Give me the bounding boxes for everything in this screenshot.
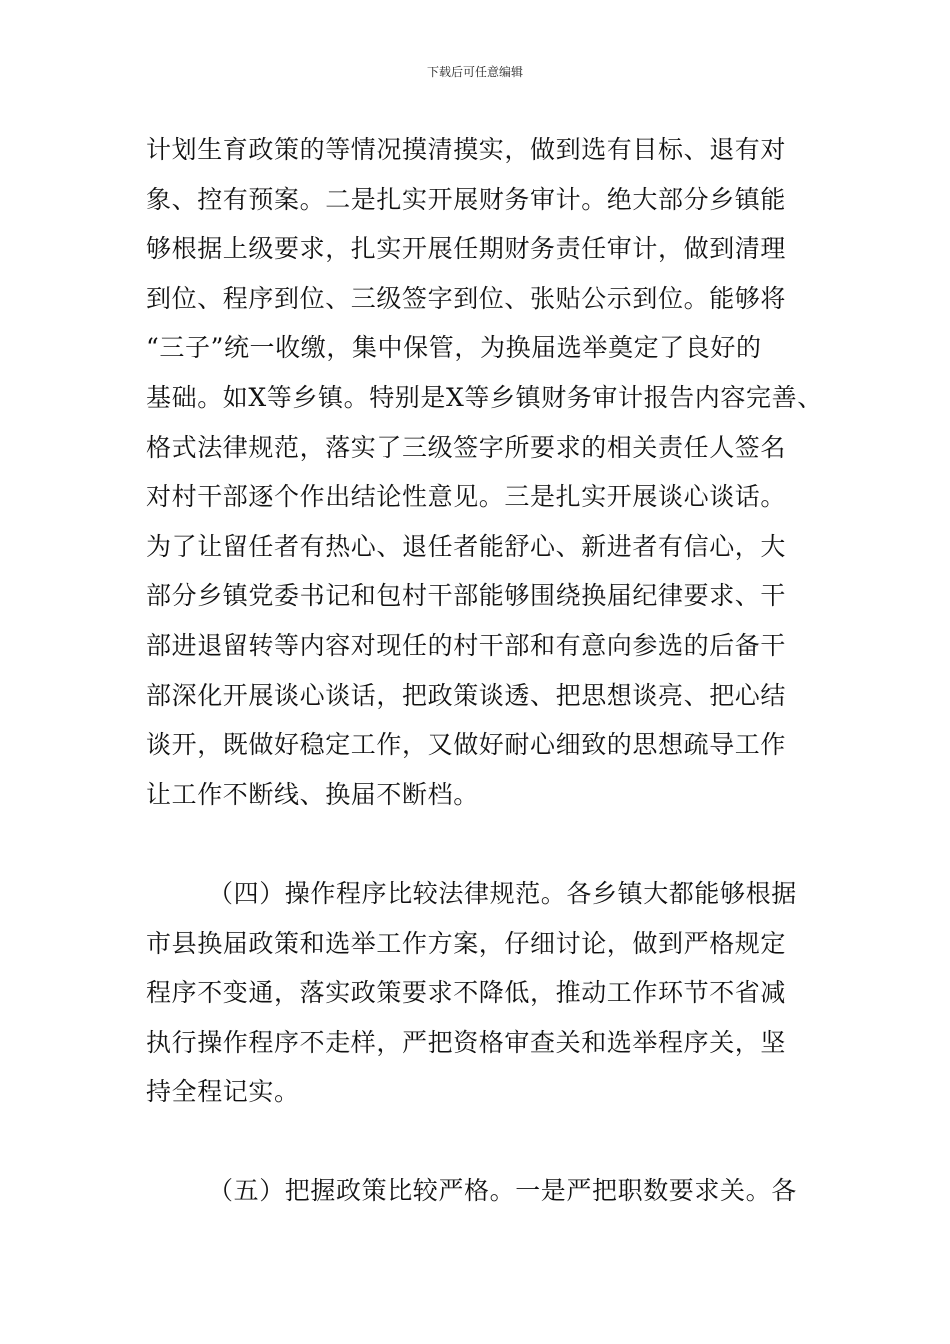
text-line: 市县换届政策和选举工作方案，仔细讨论，做到严格规定 bbox=[146, 928, 787, 958]
text-line: 执行操作程序不走样，严把资格审查关和选举程序关，坚 bbox=[146, 1027, 787, 1057]
text-line: 让工作不断线、换届不断档。 bbox=[146, 779, 479, 809]
text-line: 计划生育政策的等情况摸清摸实，做到选有目标、退有对 bbox=[146, 135, 787, 164]
text-line: 基础。如X等乡镇。特别是X等乡镇财务审计报告内容完善、 bbox=[146, 382, 823, 412]
text-line: 够根据上级要求，扎实开展任期财务责任审计，做到清理 bbox=[146, 234, 787, 264]
body-text bbox=[146, 125, 823, 1216]
text-line: 部深化开展谈心谈话，把政策谈透、把思想谈亮、把心结 bbox=[146, 680, 787, 710]
text-line: 象、控有预案。二是扎实开展财务审计。绝大部分乡镇能 bbox=[146, 184, 787, 214]
text-line: 持全程记实。 bbox=[146, 1077, 300, 1107]
text-line: 到位、程序到位、三级签字到位、张贴公示到位。能够将 bbox=[146, 283, 787, 313]
text-line: 部进退留转等内容对现任的村干部和有意向参选的后备干 bbox=[146, 630, 787, 660]
text-line-indented: （四）操作程序比较法律规范。各乡镇大都能够根据 bbox=[208, 878, 797, 908]
text-line: “三子”统一收缴，集中保管，为换届选举奠定了良好的 bbox=[146, 333, 762, 363]
text-line: 谈开，既做好稳定工作，又做好耐心细致的思想疏导工作 bbox=[146, 730, 787, 760]
text-line: 格式法律规范，落实了三级签字所要求的相关责任人签名 bbox=[146, 432, 787, 462]
paragraph-1 bbox=[146, 125, 823, 819]
text-line: 为了让留任者有热心、退任者能舒心、新进者有信心，大 bbox=[146, 531, 787, 561]
text-line: 对村干部逐个作出结论性意见。三是扎实开展谈心谈话。 bbox=[146, 482, 787, 512]
text-line-indented: （五）把握政策比较严格。一是严把职数要求关。各 bbox=[208, 1176, 797, 1206]
paragraph-gap bbox=[146, 819, 816, 869]
text-line: 部分乡镇党委书记和包村干部能够围绕换届纪律要求、干 bbox=[146, 581, 787, 611]
paragraph-3 bbox=[146, 1166, 816, 1216]
text-line: 程序不变通，落实政策要求不降低，推动工作环节不省减 bbox=[146, 978, 787, 1008]
paragraph-gap bbox=[146, 1117, 816, 1167]
paragraph-2 bbox=[146, 869, 816, 1117]
page-header: 下载后可任意编辑 bbox=[426, 65, 523, 79]
